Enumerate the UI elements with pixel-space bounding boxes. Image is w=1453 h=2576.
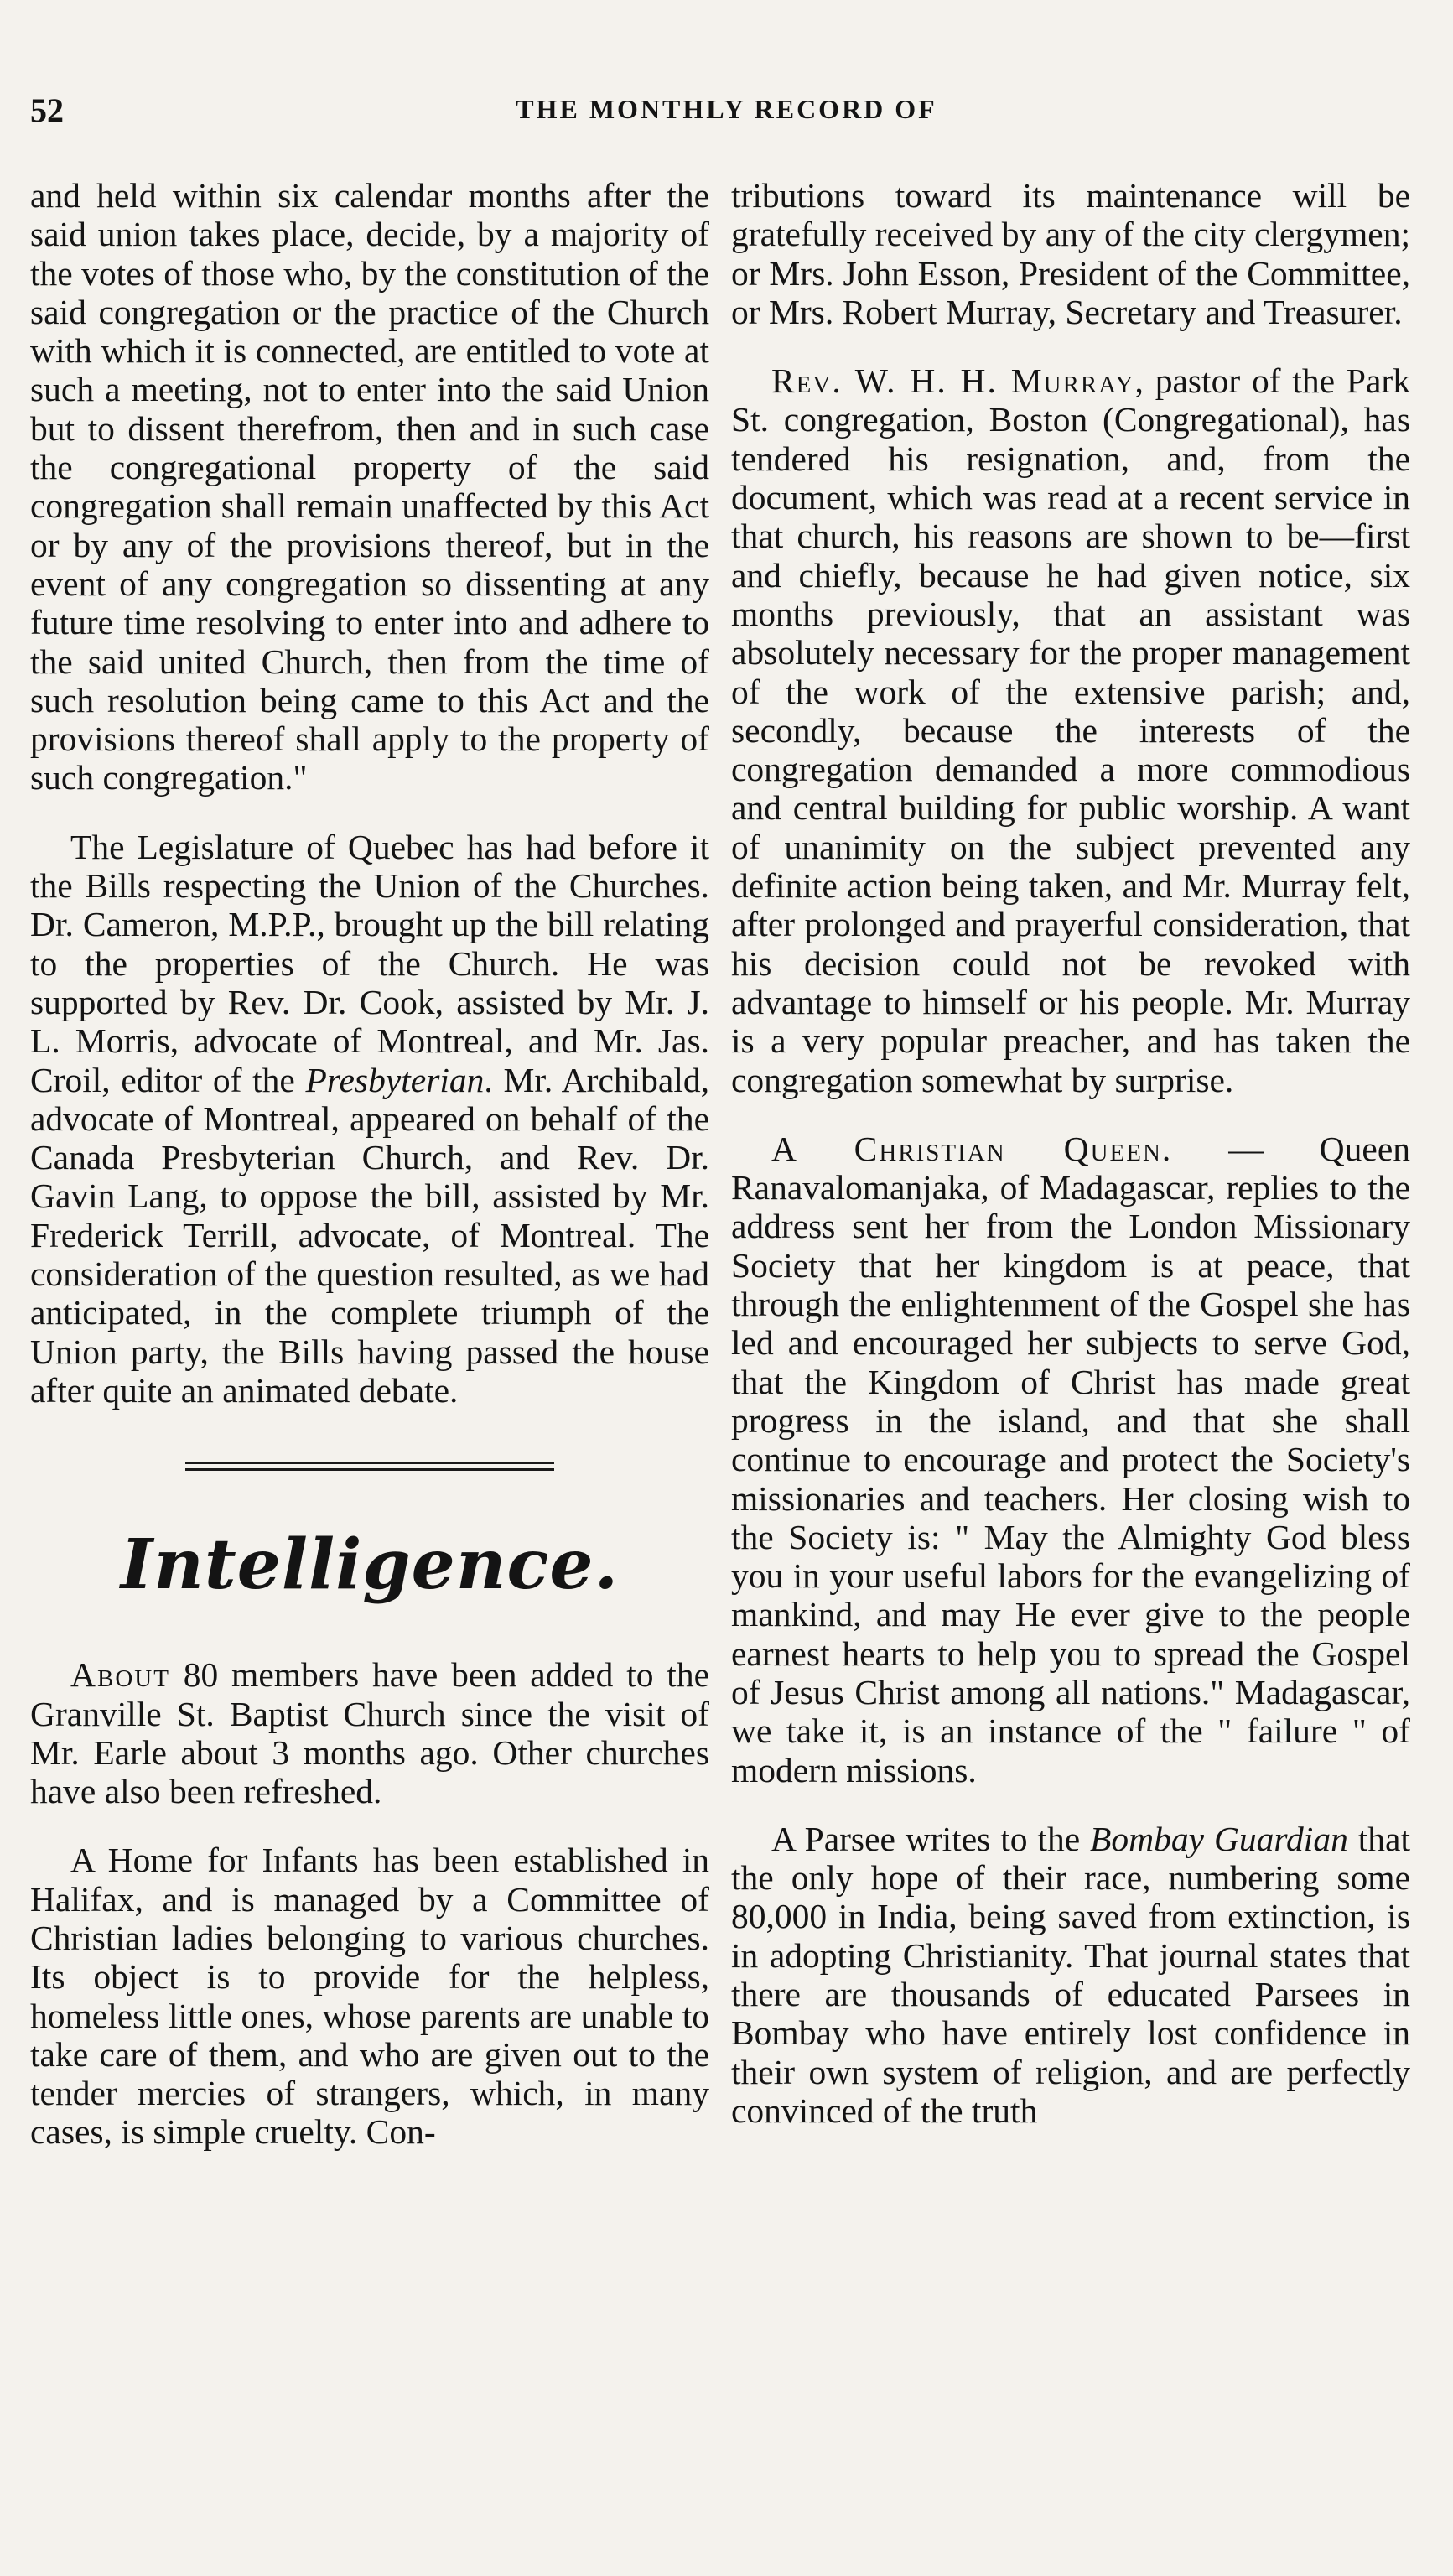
quebec-legislature-paragraph <box>30 828 709 1410</box>
baptist-lead-word: About <box>70 1655 170 1695</box>
union-act-quote-paragraph: and held within six calendar months after the said union takes place, decide, by a majority of the votes of those who, by the constitution of the said congregation or the practice of the Church with which it is connected, are entitled to vote at such a meeting, not to enter into the said Union but to dissent therefrom, then and in such case the congregational property of the said congregation shall remain unaffected by this Act or by any of the provisions thereof, but in the event of any congregation so dissenting at any future time resolving to enter into and adhere to the said united Church, then from the time of such resolution being came to this Act and the provisions thereof shall apply to the property of such congregation." <box>30 176 709 797</box>
bombay-guardian-title: Bombay Guardian <box>1090 1819 1348 1858</box>
parsee-text-a: A Parsee writes to the <box>771 1819 1091 1858</box>
murray-lead: Rev. W. H. H. Murray <box>771 361 1135 401</box>
section-title: Intelligence. <box>120 1524 620 1606</box>
page-number: 52 <box>30 91 64 129</box>
quebec-text-a: The Legislature of Quebec has had before it the Bills respecting the Union of the Churches. Dr. Cameron, M.P.P., brought up the bill relating to the properties of the Church. He was supported by Rev. Dr. Cook, assisted by Mr. J. L. Morris, advocate of Montreal, and Mr. Jas. Croil, editor of the <box>30 827 709 1099</box>
left-column <box>30 176 709 2152</box>
infants-home-paragraph: A Home for Infants has been established in Halifax, and is managed by a Committee of Christian ladies belonging to various churches. Its object is to provide for the helpless, homeless little ones, whose parents are unable to take care of them, and who are given out to the tender mercies of strangers, which, in many cases, is simple cruelty. Con- <box>30 1841 709 2152</box>
christian-queen-text: — Queen Ranavalomanjaka, of Madagascar, replies to the address sent her from the London Missionary Society that her kingdom is at peace, that through the enlightenment of the Gospel she has led and encouraged her subjects to serve God, that the Kingdom of Christ has made great progress in the island, and that she shall continue to encourage and protect the Society's missionaries and teachers. Her closing wish to the Society is: " May the Almighty God bless you in your useful labors for the evangelizing of mankind, and may He ever give to the people earnest hearts to help you to spread the Gospel of Jesus Christ among all nations." Madagascar, we take it, is an instance of the " failure " of modern missions. <box>731 1129 1410 1789</box>
murray-text: , pastor of the Park St. congregation, Boston (Congregational), has tendered his resignation, and, from the document, which was read at a recent service in that church, his reasons are shown to be—first and chiefly, because he had given notice, six months previously, that an assistant was absolutely necessary for the proper management of the work of the extensive parish; and, secondly, because the interests of the congregation demanded a more commodious and central building for public worship. A want of unanimity on the subject prevented any definite action being taken, and Mr. Murray felt, after prolonged and prayerful consideration, that his decision could not be revoked with advantage to himself or his people. Mr. Murray is a very popular preacher, and has taken the congregation somewhat by surprise. <box>731 361 1410 1099</box>
contributions-paragraph: tributions toward its maintenance will be gratefully received by any of the city clergymen; or Mrs. John Esson, President of the Committee, or Mrs. Robert Murray, Secretary and Treasurer. <box>731 176 1410 331</box>
right-column <box>731 176 1410 2130</box>
divider-rule-bottom <box>185 1468 554 1471</box>
baptist-church-paragraph <box>30 1655 709 1810</box>
page-header <box>30 91 1423 132</box>
christian-queen-paragraph <box>731 1130 1410 1789</box>
parsee-text-b: that the only hope of their race, numbering some 80,000 in India, being saved from extinction, is in adopting Christianity. That journal states that there are thousands of educated Parsees in Bombay who have entirely lost confidence in their own system of religion, and are perfectly convinced of the truth <box>731 1819 1410 2130</box>
running-head: THE MONTHLY RECORD OF <box>516 94 937 124</box>
section-divider <box>185 1462 554 1471</box>
quebec-text-b: . Mr. Archibald, advocate of Montreal, appeared on behalf of the Canada Presbyterian Church, and Rev. Dr. Gavin Lang, to oppose the bill, assisted by Mr. Frederick Terrill, advocate, of Montreal. The consideration of the question resulted, as we had anticipated, in the complete triumph of the Union party, the Bills having passed the house after quite an animated debate. <box>30 1060 709 1410</box>
christian-queen-lead: A Christian Queen. <box>771 1129 1173 1168</box>
presbyterian-title: Presbyterian <box>305 1060 485 1099</box>
parsee-paragraph <box>731 1820 1410 2130</box>
divider-rule-top <box>185 1462 554 1464</box>
murray-resignation-paragraph <box>731 361 1410 1099</box>
baptist-text: 80 members have been added to the Granville St. Baptist Church since the visit of Mr. Earle about 3 months ago. Other churches have also been refreshed. <box>30 1655 709 1811</box>
